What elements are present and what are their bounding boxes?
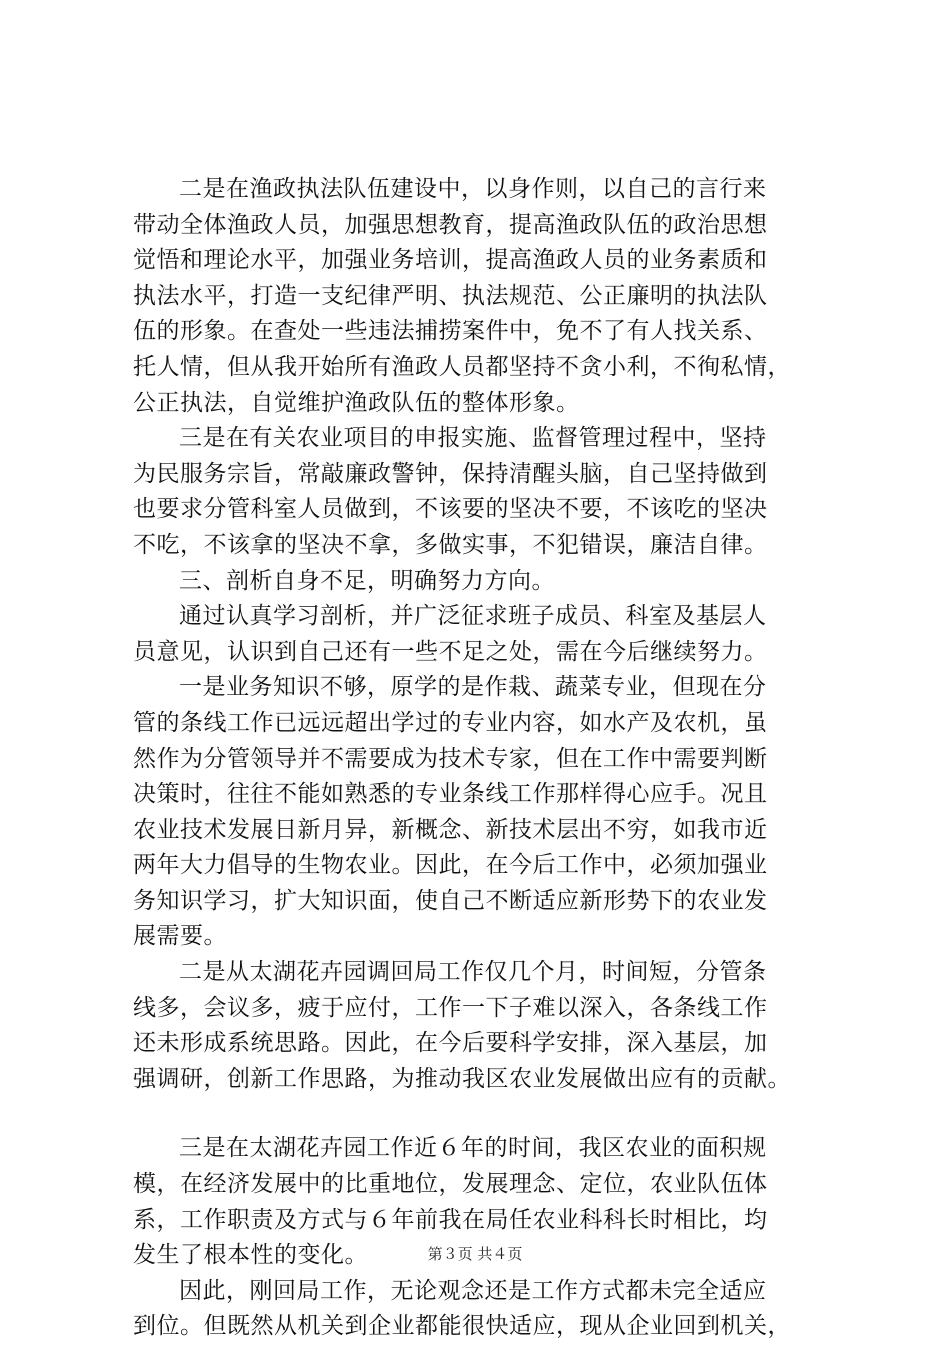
paragraph-line: 务知识学习，扩大知识面，使自己不断适应新形势下的农业发 bbox=[133, 887, 768, 914]
paragraph-line: 一是业务知识不够，原学的是作栽、蔬菜专业，但现在分 bbox=[179, 674, 767, 701]
paragraph-line: 管的条线工作已远远超出学过的专业内容，如水产及农机，虽 bbox=[133, 709, 768, 736]
paragraph-line: 发生了根本性的变化。 bbox=[133, 1242, 368, 1269]
paragraph-line: 两年大力倡导的生物农业。因此，在今后工作中，必须加强业 bbox=[133, 852, 768, 879]
paragraph-line: 公正执法，自觉维护渔政队伍的整体形象。 bbox=[133, 389, 580, 416]
paragraph-line: 线多，会议多，疲于应付，工作一下子难以深入，各条线工作 bbox=[133, 994, 768, 1021]
paragraph-line: 觉悟和理论水平，加强业务培训，提高渔政人员的业务素质和 bbox=[133, 247, 768, 274]
paragraph-line: 二是从太湖花卉园调回局工作仅几个月，时间短，分管条 bbox=[179, 959, 767, 986]
paragraph-gap bbox=[133, 1097, 843, 1131]
paragraph-line: 决策时，往往不能如熟悉的专业条线工作那样得心应手。况且 bbox=[133, 781, 768, 808]
paragraph-line: 带动全体渔政人员，加强思想教育，提高渔政队伍的政治思想 bbox=[133, 211, 768, 238]
paragraph-line: 员意见，认识到自己还有一些不足之处，需在今后继续努力。 bbox=[133, 638, 768, 665]
document-body bbox=[133, 172, 843, 1345]
paragraph-line: 到位。但既然从机关到企业都能很快适应，现从企业回到机关， bbox=[133, 1313, 791, 1340]
paragraph-line: 也要求分管科室人员做到，不该要的坚决不要，不该吃的坚决 bbox=[133, 496, 768, 523]
paragraph-line: 系，工作职责及方式与６年前我在局任农业科科长时相比，均 bbox=[133, 1206, 768, 1233]
paragraph-line: 模，在经济发展中的比重地位，发展理念、定位，农业队伍体 bbox=[133, 1171, 768, 1198]
section-heading: 三、剖析自身不足，明确努力方向。 bbox=[179, 567, 555, 594]
paragraph-line: 托人情，但从我开始所有渔政人员都坚持不贪小利，不徇私情， bbox=[133, 353, 791, 380]
page-number-footer: 第３页 共４页 bbox=[427, 1245, 523, 1263]
paragraph-line: 不吃，不该拿的坚决不拿，多做实事，不犯错误，廉洁自律。 bbox=[133, 531, 768, 558]
paragraph-line: 伍的形象。在查处一些违法捕捞案件中，免不了有人找关系、 bbox=[133, 318, 768, 345]
paragraph-line: 还未形成系统思路。因此，在今后要科学安排，深入基层，加 bbox=[133, 1030, 768, 1057]
paragraph-line: 通过认真学习剖析，并广泛征求班子成员、科室及基层人 bbox=[179, 603, 767, 630]
paragraph-line: 二是在渔政执法队伍建设中，以身作则，以自己的言行来 bbox=[179, 176, 767, 202]
paragraph-line: 执法水平，打造一支纪律严明、执法规范、公正廉明的执法队 bbox=[133, 282, 768, 309]
paragraph-line: 三是在太湖花卉园工作近６年的时间，我区农业的面积规 bbox=[179, 1135, 767, 1162]
paragraph-line: 农业技术发展日新月异，新概念、新技术层出不穷，如我市近 bbox=[133, 816, 768, 843]
paragraph-line: 因此，刚回局工作，无论观念还是工作方式都未完全适应 bbox=[179, 1277, 767, 1304]
paragraph-line: 三是在有关农业项目的申报实施、监督管理过程中，坚持 bbox=[179, 425, 767, 452]
paragraph-line: 强调研，创新工作思路，为推动我区农业发展做出应有的贡献。 bbox=[133, 1065, 791, 1092]
paragraph-line: 然作为分管领导并不需要成为技术专家，但在工作中需要判断 bbox=[133, 745, 768, 772]
paragraph-line: 为民服务宗旨，常敲廉政警钟，保持清醒头脑，自己坚持做到 bbox=[133, 460, 768, 487]
paragraph-line: 展需要。 bbox=[133, 923, 227, 950]
